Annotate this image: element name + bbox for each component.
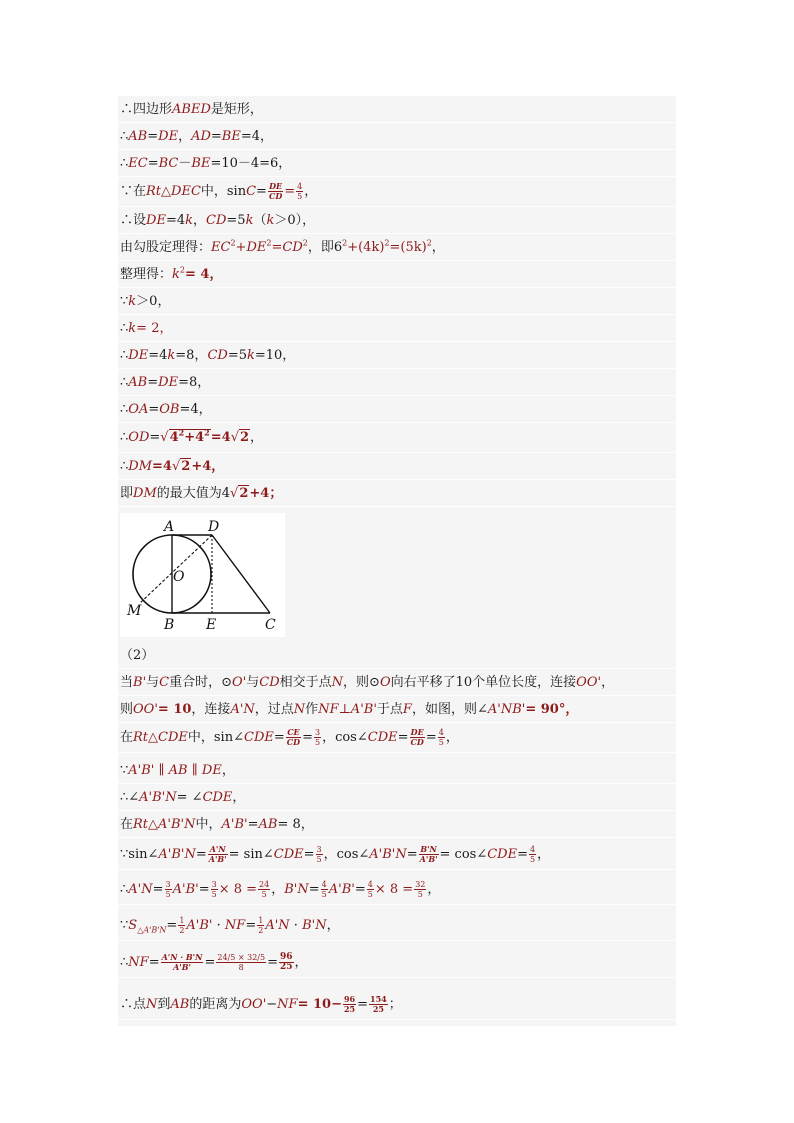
fraction: $\frac{3}{5}$ bbox=[314, 728, 321, 747]
fraction: $\frac{24/5 \times 32/5}{8}$ bbox=[217, 953, 266, 972]
text-line: ∴NF= $\frac{A'N \cdot B'N}{A'B'}$ = $\frac{24/5 \times 32/5}{8}$ = $\frac{96}{25}$ ， bbox=[118, 948, 676, 978]
fraction: $\frac{DE}{CD}$ bbox=[410, 727, 424, 747]
fraction: $\frac{4}{5}$ bbox=[297, 182, 303, 201]
text-line: ∴k= 2， bbox=[118, 315, 676, 342]
geometry-figure bbox=[120, 513, 285, 637]
fraction: $\frac{1}{2}$ bbox=[179, 916, 185, 935]
fraction: $\frac{24}{5}$ bbox=[259, 880, 270, 899]
fraction: $\frac{A'N \cdot B'N}{A'B'}$ bbox=[161, 952, 203, 972]
text-line: 在Rt△A'B'N中，A'B'=AB= 8， bbox=[118, 811, 676, 838]
text-line: ∴EC=BC－BE=10－4=6， bbox=[118, 150, 676, 177]
label-e: E bbox=[206, 617, 217, 633]
fraction: $\frac{CE}{CD}$ bbox=[286, 727, 301, 747]
label-a: A bbox=[164, 519, 175, 535]
fraction: $\frac{96}{25}$ bbox=[279, 952, 293, 972]
text-line: （2） bbox=[118, 642, 676, 669]
label-b: B bbox=[164, 617, 175, 633]
text-line: ∵在Rt△DEC中，sinC= $\frac{DE}{CD}$ = $\frac{4}{5}$ ， bbox=[118, 177, 676, 207]
text-line: ∴AB=DE，AD=BE=4， bbox=[118, 123, 676, 150]
text-line: 则OO'= 10，连接A'N，过点N作NF⊥A'B'于点F，如图，则∠A'NB'= 90°， bbox=[118, 696, 676, 723]
fraction: $\frac{B'N}{A'B'}$ bbox=[419, 844, 438, 864]
label-d: D bbox=[208, 519, 220, 535]
fraction: $\frac{154}{25}$ bbox=[370, 994, 387, 1014]
fraction: $\frac{96}{25}$ bbox=[343, 994, 356, 1014]
text-line: $\therefore OD=√4^2+4^2=4√2$， bbox=[118, 423, 676, 453]
text-line: ∴设DE=4k，CD=5k（k＞0）， bbox=[118, 207, 676, 234]
text-line: ∴AB=DE=8， bbox=[118, 369, 676, 396]
text-line: 由勾股定理得：$EC^2+DE^2=CD^2$，即$6^2+(4k)^2=(5k)^2$， bbox=[118, 234, 676, 261]
fraction: $\frac{3}{5}$ bbox=[316, 845, 322, 864]
fraction: $\frac{32}{5}$ bbox=[415, 880, 426, 899]
label-o: O bbox=[173, 569, 185, 585]
text-line: ∵sin∠A'B'N= $\frac{A'N}{A'B'}$ = sin∠CDE= $\frac{3}{5}$ ，cos∠A'B'N= $\frac{B'N}{A'B'}$ = cos∠CDE= $\frac{4}{5}$ ， bbox=[118, 840, 676, 870]
text-line: ∴DE=4k=8，CD=5k=10， bbox=[118, 342, 676, 369]
fraction: $\frac{4}{5}$ bbox=[367, 880, 373, 899]
text-line: ∴OA=OB=4， bbox=[118, 396, 676, 423]
text-line: ∴DM=4√2+4， bbox=[118, 453, 676, 480]
text-line: ∴四边形ABED是矩形， bbox=[118, 96, 676, 123]
fraction: $\frac{DE}{CD}$ bbox=[268, 181, 283, 201]
label-c: C bbox=[265, 617, 276, 633]
fraction: $\frac{4}{5}$ bbox=[321, 880, 327, 899]
text-line: ∴A'N= $\frac{3}{5}$ A'B'= $\frac{3}{5}$ × 8 = $\frac{24}{5}$ ，B'N= $\frac{4}{5}$ A'B'= $\frac{4}{5}$ × 8 = $\frac{32}{5}$ ， bbox=[118, 875, 676, 905]
fraction: $\frac{A'N}{A'B'}$ bbox=[208, 844, 227, 864]
text-line: 在Rt△CDE中，sin∠CDE= $\frac{CE}{CD}$ = $\frac{3}{5}$ ，cos∠CDE= $\frac{DE}{CD}$ = $\frac{4}{5}$ ， bbox=[118, 723, 676, 753]
text-line: ∴∠A'B'N= ∠CDE， bbox=[118, 784, 676, 811]
text-line: ∴点N到AB的距离为OO'−NF= 10− $\frac{96}{25}$ = $\frac{154}{25}$ ； bbox=[118, 990, 676, 1020]
label-m: M bbox=[127, 603, 142, 619]
text-line: ∵A'B' ∥ AB ∥ DE， bbox=[118, 757, 676, 784]
text-line: $\because S_{\triangle A'B'N}=$ $\frac{1}{2}$ A'B' · NF= $\frac{1}{2}$ A'N · B'N， bbox=[118, 911, 676, 941]
segment-dc bbox=[212, 535, 270, 613]
fraction: $\frac{3}{5}$ bbox=[211, 880, 217, 899]
text-line: 整理得：$k^2= 4$， bbox=[118, 261, 676, 288]
fraction: $\frac{4}{5}$ bbox=[530, 845, 536, 864]
fraction: $\frac{1}{2}$ bbox=[258, 916, 264, 935]
text-line: 当B'与C重合时，⊙O'与CD相交于点N，则⊙O向右平移了10个单位长度，连接OO'， bbox=[118, 669, 676, 696]
fraction: $\frac{3}{5}$ bbox=[165, 880, 171, 899]
text-line: ∵k＞0， bbox=[118, 288, 676, 315]
text-line: 即DM的最大值为4√2+4； bbox=[118, 480, 676, 507]
fraction: $\frac{4}{5}$ bbox=[438, 728, 444, 747]
